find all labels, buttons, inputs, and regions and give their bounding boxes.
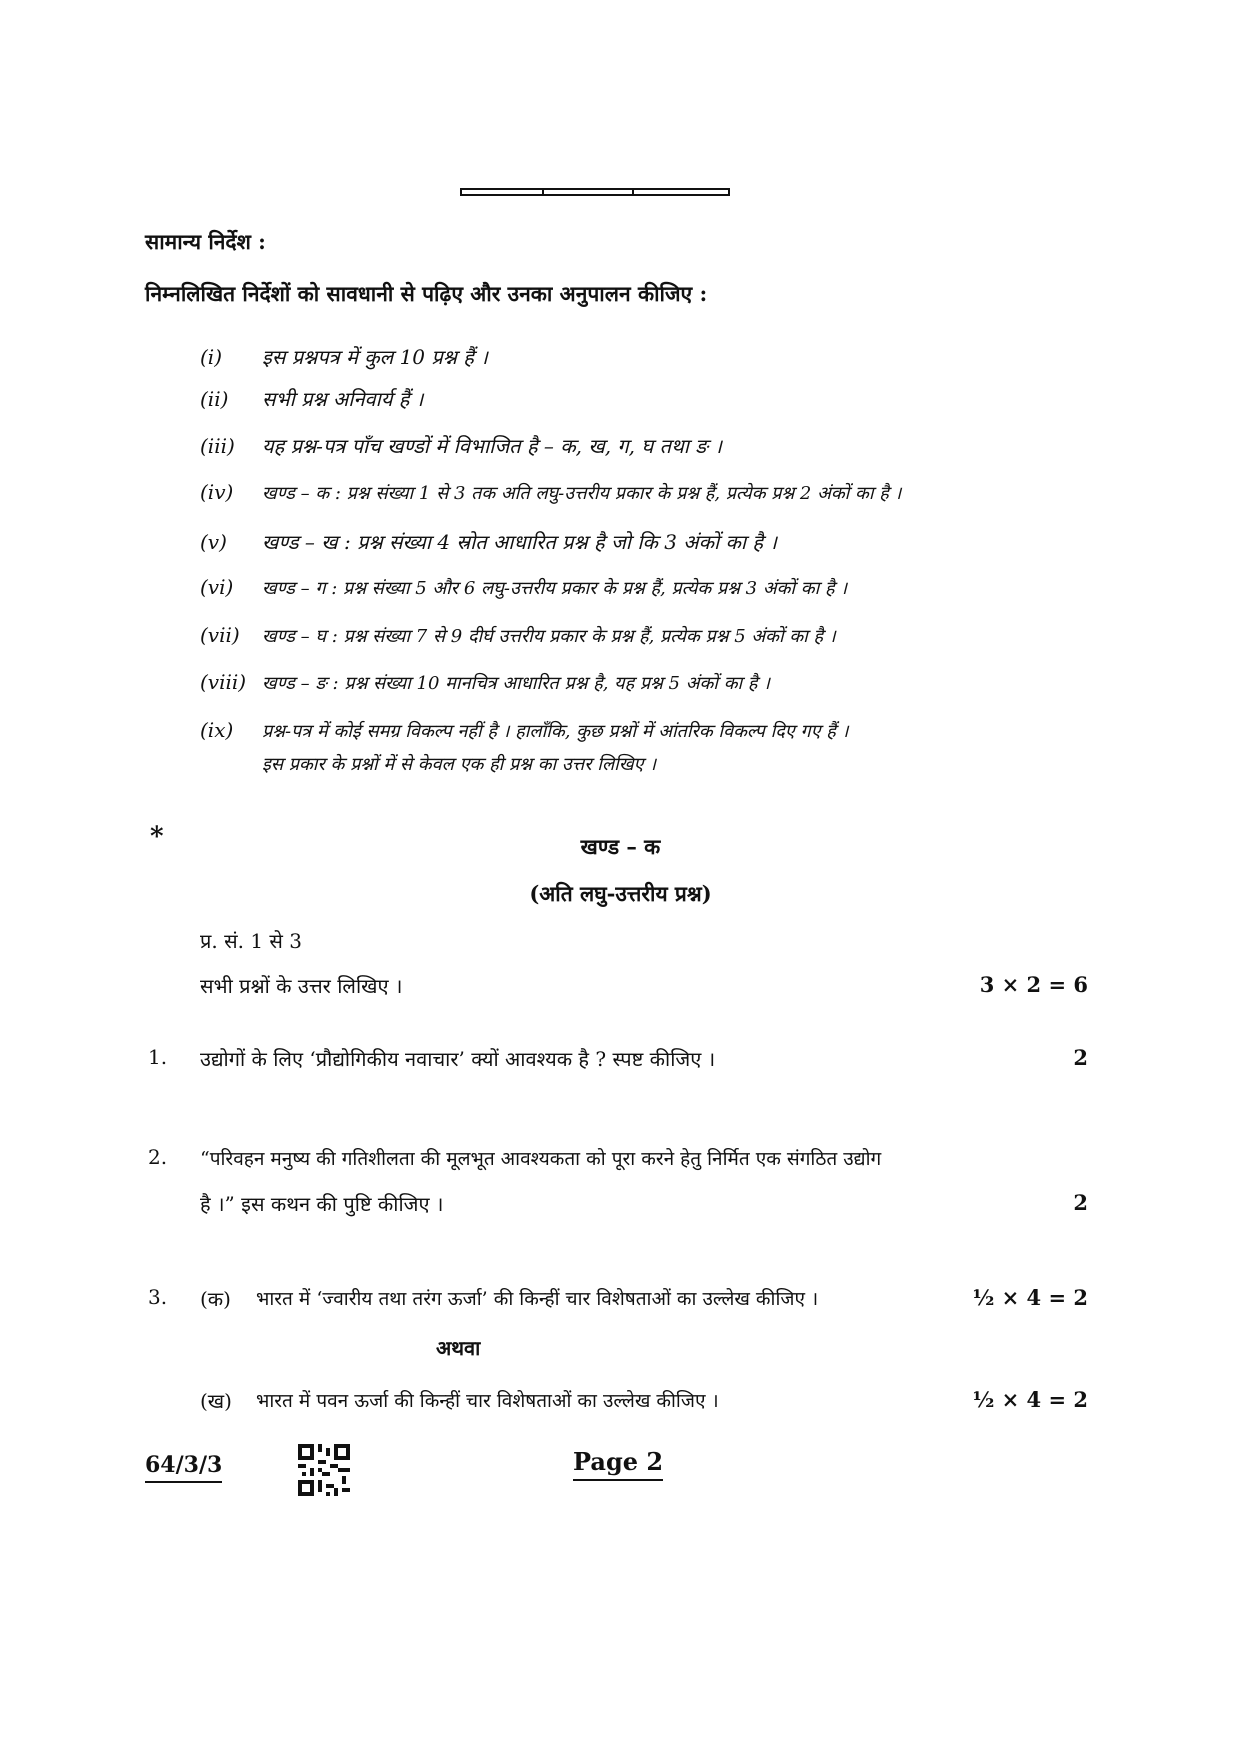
paper-code: 64/3/3 xyxy=(145,1452,222,1483)
instruction-item xyxy=(200,575,847,600)
instruction-text: खण्ड – ङ : प्रश्न संख्या 10 मानचित्र आधारित प्रश्न है, यह प्रश्न 5 अंकों का है । xyxy=(262,673,770,694)
instruction-text-continued: इस प्रकार के प्रश्नों में से केवल एक ही प्रश्न का उत्तर लिखिए । xyxy=(262,754,657,775)
section-direction: सभी प्रश्नों के उत्तर लिखिए । xyxy=(200,974,403,998)
part-a-text: भारत में ‘ज्वारीय तथा तरंग ऊर्जा’ की किन्हीं चार विशेषताओं का उल्लेख कीजिए । xyxy=(256,1288,819,1310)
instruction-text: सभी प्रश्न अनिवार्य हैं । xyxy=(262,387,424,411)
question-text: उद्योगों के लिए ‘प्रौद्योगिकीय नवाचार’ क्यों आवश्यक है ? स्पष्ट कीजिए । xyxy=(200,1047,716,1071)
instruction-number: (viii) xyxy=(200,670,247,694)
instruction-item xyxy=(200,670,770,695)
part-a-marks: ½ × 4 = 2 xyxy=(972,1285,1088,1310)
section-title: खण्ड – क xyxy=(580,834,661,859)
question-text-continued: है ।” इस कथन की पुष्टि कीजिए । xyxy=(200,1192,444,1216)
question-number: 2. xyxy=(148,1145,168,1169)
instructions-subtitle: निम्नलिखित निर्देशों को सावधानी से पढ़िए और उनका अनुपालन कीजिए : xyxy=(145,281,708,306)
instruction-item xyxy=(200,385,423,412)
instruction-number: (vii) xyxy=(200,623,240,647)
question-number: 3. xyxy=(148,1285,168,1309)
instruction-number: (ix) xyxy=(200,718,234,742)
instruction-number: (i) xyxy=(200,345,223,369)
instruction-text: इस प्रश्नपत्र में कुल 10 प्रश्न हैं । xyxy=(262,345,488,369)
instruction-number: (iii) xyxy=(200,434,235,458)
instruction-item xyxy=(200,623,836,648)
instructions-title: सामान्य निर्देश : xyxy=(145,229,266,254)
rule-tick xyxy=(542,188,544,196)
instruction-text: प्रश्न-पत्र में कोई समग्र विकल्प नहीं है । हालाँकि, कुछ प्रश्नों में आंतरिक विकल्प दिए गए हैं । xyxy=(262,721,849,742)
qr-code-icon xyxy=(298,1444,350,1496)
instruction-text: खण्ड – ख : प्रश्न संख्या 4 स्रोत आधारित प्रश्न है जो कि 3 अंकों का है । xyxy=(262,530,777,554)
instruction-number: (ii) xyxy=(200,387,229,411)
instruction-item xyxy=(200,432,722,459)
question-marks: 2 xyxy=(1073,1045,1088,1070)
part-b-marks: ½ × 4 = 2 xyxy=(972,1387,1088,1412)
rule-tick xyxy=(632,188,634,196)
question-marks: 2 xyxy=(1073,1190,1088,1215)
section-subtitle: (अति लघु-उत्तरीय प्रश्न) xyxy=(529,881,712,906)
instruction-item xyxy=(200,343,488,370)
instruction-number: (vi) xyxy=(200,575,234,599)
instruction-item xyxy=(200,480,901,505)
part-b-text: भारत में पवन ऊर्जा की किन्हीं चार विशेषताओं का उल्लेख कीजिए । xyxy=(256,1390,719,1412)
question-text: “परिवहन मनुष्य की गतिशीलता की मूलभूत आवश्यकता को पूरा करने हेतु निर्मित एक संगठित उद्योग xyxy=(200,1148,882,1170)
question-range: प्र. सं. 1 से 3 xyxy=(200,929,303,953)
instruction-text: खण्ड – घ : प्रश्न संख्या 7 से 9 दीर्घ उत्तरीय प्रकार के प्रश्न हैं, प्रत्येक प्रश्न 5 अंकों का है । xyxy=(262,626,836,647)
instruction-text: यह प्रश्न-पत्र पाँच खण्डों में विभाजित है – क, ख, ग, घ तथा ङ । xyxy=(262,434,722,458)
instruction-number: (v) xyxy=(200,530,227,554)
instruction-item xyxy=(200,528,777,555)
or-label: अथवा xyxy=(436,1336,481,1360)
part-a-label: (क) xyxy=(200,1287,231,1311)
header-rule xyxy=(460,188,730,196)
part-b-label: (ख) xyxy=(200,1389,232,1413)
page-number: Page 2 xyxy=(573,1447,663,1481)
star-marker: * xyxy=(150,822,164,852)
question-number: 1. xyxy=(148,1045,168,1069)
instruction-item xyxy=(200,718,848,743)
section-total-marks: 3 × 2 = 6 xyxy=(979,972,1088,997)
instruction-text: खण्ड – ग : प्रश्न संख्या 5 और 6 लघु-उत्तरीय प्रकार के प्रश्न हैं, प्रत्येक प्रश्न 3 अंकों का है । xyxy=(262,578,848,599)
instruction-number: (iv) xyxy=(200,480,234,504)
instruction-text: खण्ड – क : प्रश्न संख्या 1 से 3 तक अति लघु-उत्तरीय प्रकार के प्रश्न हैं, प्रत्येक प्रश्न 2 अंकों का है । xyxy=(262,483,902,504)
